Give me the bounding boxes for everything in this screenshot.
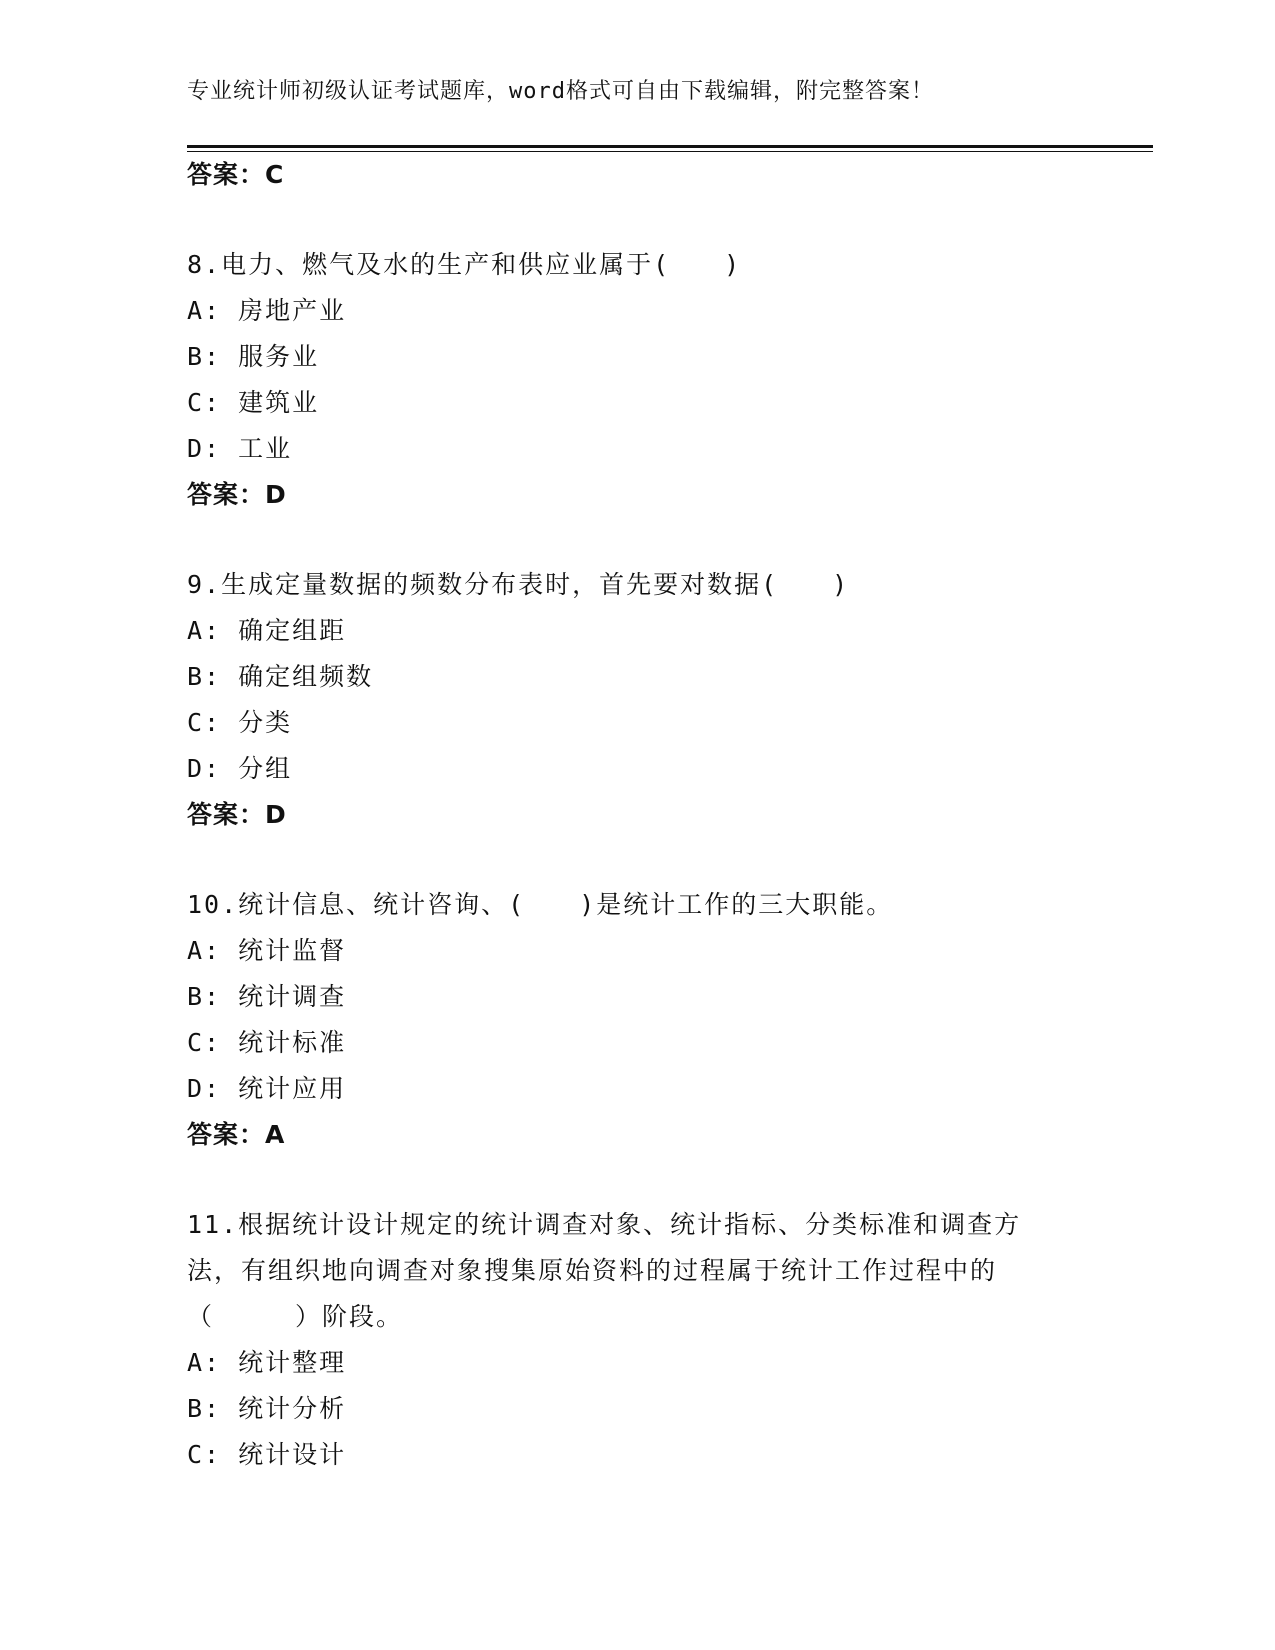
option-a: A: 统计监督 — [187, 936, 347, 965]
option-c: C: 分类 — [187, 708, 293, 737]
option-b: B: 统计分析 — [187, 1394, 347, 1423]
option-d: D: 统计应用 — [187, 1074, 347, 1103]
answer-line: 答案：D — [187, 480, 287, 509]
option-b: B: 确定组频数 — [187, 662, 374, 691]
question-8 — [187, 242, 1087, 518]
option-c: C: 统计标准 — [187, 1028, 347, 1057]
answer-line: 答案：A — [187, 1120, 286, 1149]
option-b: B: 服务业 — [187, 342, 320, 371]
option-a: A: 统计整理 — [187, 1348, 347, 1377]
option-c: C: 统计设计 — [187, 1440, 347, 1469]
option-a: A: 房地产业 — [187, 296, 347, 325]
question-stem: 9.生成定量数据的频数分布表时，首先要对数据( ) — [187, 570, 850, 599]
option-a: A: 确定组距 — [187, 616, 347, 645]
question-list — [187, 152, 1087, 1478]
question-9 — [187, 562, 1087, 838]
question-stem — [187, 1202, 1087, 1340]
question-stem-line: 法，有组织地向调查对象搜集原始资料的过程属于统计工作过程中的 — [187, 1256, 998, 1285]
question-stem: 10.统计信息、统计咨询、( )是统计工作的三大职能。 — [187, 890, 894, 919]
question-stem: 8.电力、燃气及水的生产和供应业属于( ) — [187, 250, 742, 279]
question-stem-line: （ ）阶段。 — [187, 1302, 404, 1331]
option-c: C: 建筑业 — [187, 388, 320, 417]
option-d: D: 分组 — [187, 754, 293, 783]
answer-line: 答案：D — [187, 800, 287, 829]
question-10 — [187, 882, 1087, 1158]
question-11 — [187, 1202, 1087, 1478]
answer-line: 答案：C — [187, 160, 285, 189]
option-d: D: 工业 — [187, 434, 293, 463]
question-stem-line: 11.根据统计设计规定的统计调查对象、统计指标、分类标准和调查方 — [187, 1210, 1022, 1239]
option-b: B: 统计调查 — [187, 982, 347, 1011]
header-rule-thick — [187, 145, 1153, 148]
page-header: 专业统计师初级认证考试题库，word格式可自由下载编辑，附完整答案！ — [187, 79, 934, 104]
